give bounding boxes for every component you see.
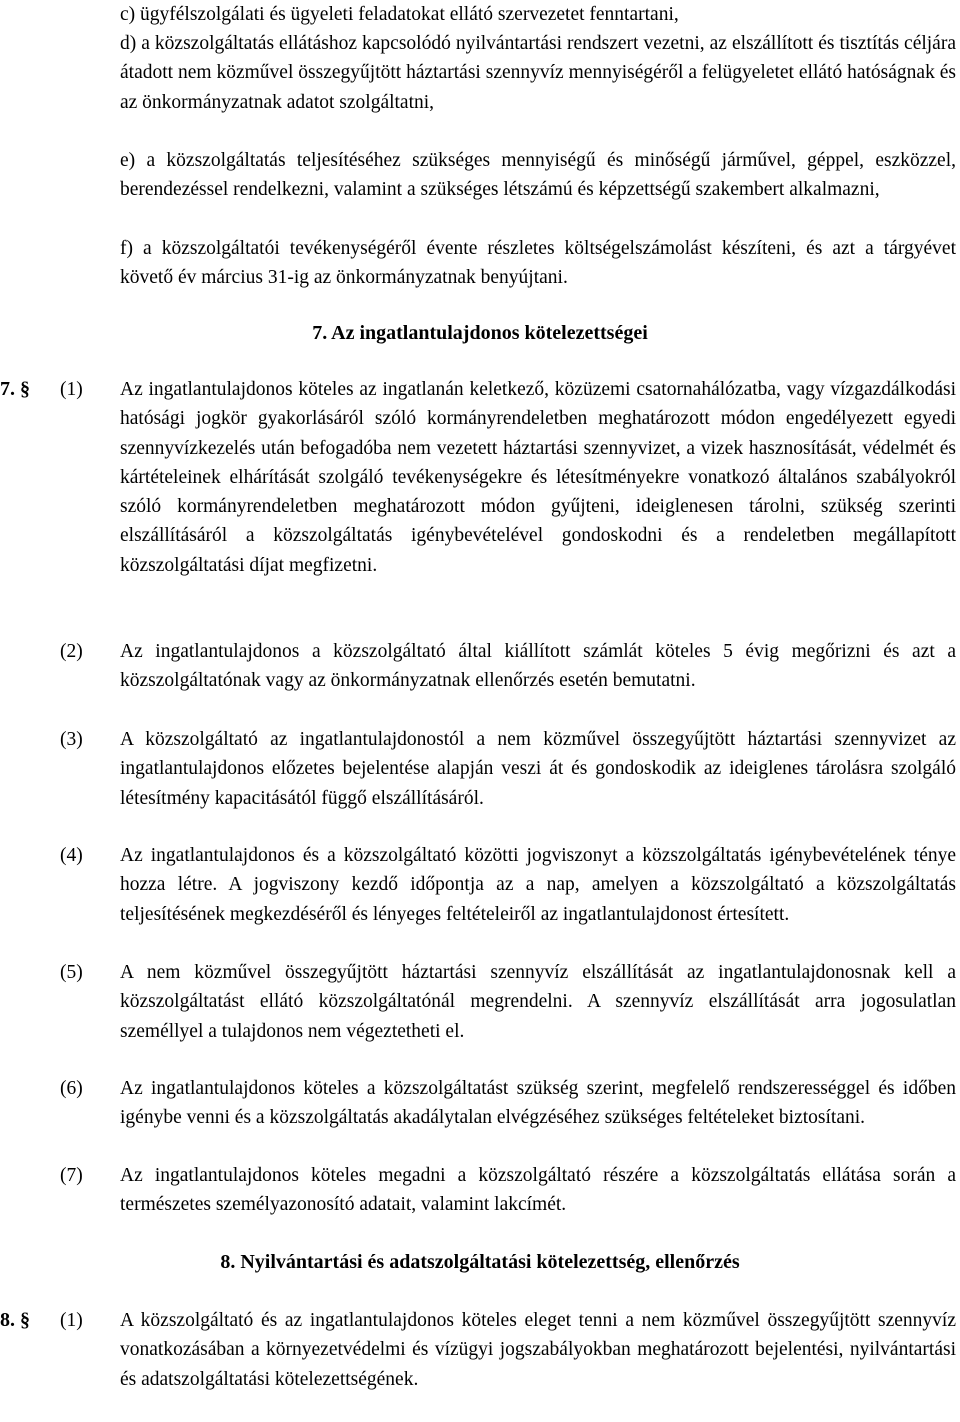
paragraph-number: (4) — [60, 845, 83, 866]
paragraph-8-1: A közszolgáltató és az ingatlantulajdonos köteles eleget tenni a nem közművel összegyűjtött szennyvíz vonatkozásában a környezetvédelmi és vízügyi jogszabályokban meghatározott bejelentési, nyilvántartási és adatszolgáltatási kötelezettségének. — [120, 1310, 956, 1390]
section-7-label: 7. § — [0, 378, 30, 400]
paragraph-7-5: A nem közművel összegyűjtött háztartási szennyvíz elszállítását az ingatlantulajdonosnak kell a közszolgáltatást ellátó közszolgáltatónál megrendelni. A szennyvíz elszállítását arra jogosulatlan személlyel a tulajdonos nem végeztetheti el. — [120, 962, 956, 1042]
section-8-label: 8. § — [0, 1309, 30, 1331]
paragraph-number: (2) — [60, 641, 83, 662]
paragraph-7-3: A közszolgáltató az ingatlantulajdonostól a nem közművel összegyűjtött háztartási szennyvizet az ingatlantulajdonos előzetes bejelentése alapján veszi át és gondoskodik az ideiglenes tárolásra szolgáló létesítmény kapacitásától függő elszállításáról. — [120, 729, 956, 809]
paragraph-number: (7) — [60, 1165, 83, 1186]
paragraph-number: (6) — [60, 1078, 83, 1099]
paragraph-7-1: Az ingatlantulajdonos köteles az ingatlanán keletkező, közüzemi csatornahálózatba, vagy vízgazdálkodási hatósági jogkör gyakorlásáról szóló kormányrendeletben meghatározott módon engedélyezett egyedi szennyvízkezelés után befogadóba nem vezetett háztartási szennyvizet, a vizek hasznosítását, védelmét és kártételeinek elhárítását szolgáló tevékenységekre és létesítményekre vonatkozó általános szabályokról szóló kormányrendeletben meghatározott módon gyűjteni, ideiglenesen tárolni, szükség szerinti elszállításáról a közszolgáltatás igénybevételével gondoskodni és a rendeletben megállapított közszolgáltatási díjat megfizetni. — [120, 379, 956, 576]
paragraph-number: (5) — [60, 962, 83, 983]
list-item-f — [120, 234, 956, 293]
list-item-text: c) ügyfélszolgálati és ügyeleti feladatokat ellátó szervezetet fenntartani, — [120, 4, 679, 25]
paragraph-7-6: Az ingatlantulajdonos köteles a közszolgáltatást szükség szerint, megfelelő rendszerességgel és időben igénybe venni és a közszolgáltatás akadálytalan elvégzéséhez szükséges feltételeket biztosítani. — [120, 1078, 956, 1129]
section-8-heading: 8. Nyilvántartási és adatszolgáltatási kötelezettség, ellenőrzés — [220, 1251, 740, 1273]
paragraph-7-4: Az ingatlantulajdonos és a közszolgáltató közötti jogviszonyt a közszolgáltatás igénybevételének ténye hozza létre. A jogviszony kezdő időpontja az a nap, amelyen a közszolgáltató a közszolgáltatás teljesítésének megkezdéséről és lényeges feltételeiről az ingatlantulajdonost értesített. — [120, 845, 956, 925]
list-item-c — [120, 0, 956, 29]
list-item-text: f) a közszolgáltatói tevékenységéről évente részletes költségelszámolást készíteni, és azt a tárgyévet követő év március 31-ig az önkormányzatnak benyújtani. — [120, 238, 956, 289]
paragraph-7-2: Az ingatlantulajdonos a közszolgáltató által kiállított számlát köteles 5 évig megőrizni és azt a közszolgáltatónak vagy az önkormányzatnak ellenőrzés esetén bemutatni. — [120, 641, 956, 692]
section-7-heading: 7. Az ingatlantulajdonos kötelezettségei — [312, 322, 648, 344]
list-item-d — [120, 29, 956, 117]
paragraph-number: (1) — [60, 379, 83, 400]
paragraph-7-7: Az ingatlantulajdonos köteles megadni a közszolgáltató részére a közszolgáltatás ellátása során a természetes személyazonosító adatait, valamint lakcímét. — [120, 1165, 956, 1216]
paragraph-number: (3) — [60, 729, 83, 750]
list-item-e — [120, 146, 956, 205]
list-item-text: e) a közszolgáltatás teljesítéséhez szükséges mennyiségű és minőségű járművel, géppel, eszközzel, berendezéssel rendelkezni, valamint a szükséges létszámú és képzettségű szakembert alkalmazni, — [120, 150, 956, 201]
paragraph-number: (1) — [60, 1310, 83, 1331]
list-item-text: d) a közszolgáltatás ellátáshoz kapcsolódó nyilvántartási rendszert vezetni, az elszállított és tisztítás céljára átadott nem közművel összegyűjtött háztartási szennyvíz mennyiségéről a felügyeletet ellátó hatóságnak és az önkormányzatnak adatot szolgáltatni, — [120, 33, 956, 113]
